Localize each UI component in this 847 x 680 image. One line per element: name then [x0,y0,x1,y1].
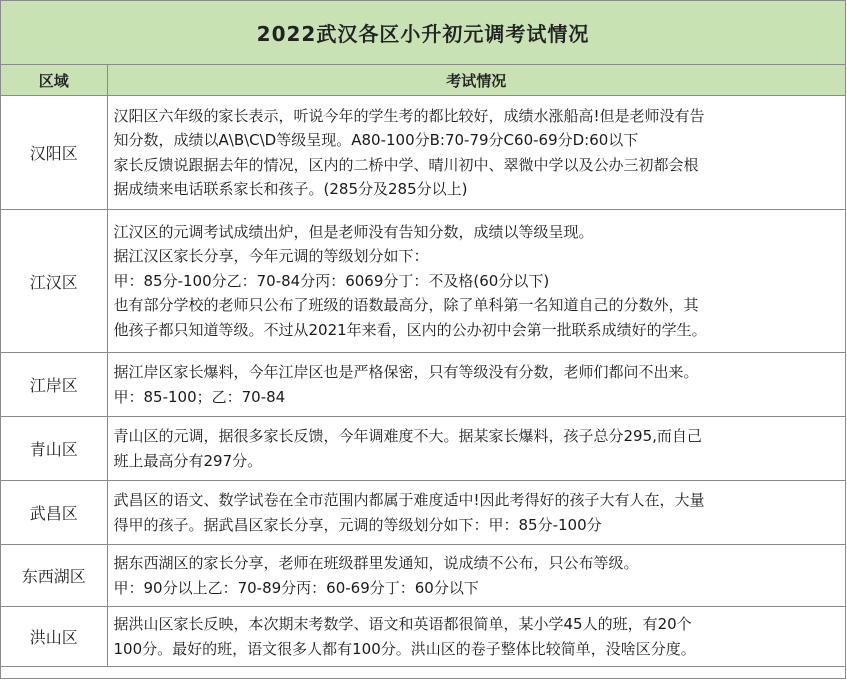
details-line: 班上最高分有297分。 [113,451,263,470]
details-line: 甲：90分以上乙：70-89分丙：60-69分丁：60分以下 [113,578,479,597]
region-cell: 汉阳区 [1,96,107,210]
details-line: 家长反馈说跟据去年的情况，区内的二桥中学、晴川初中、翠微中学以及公办三初都会根 [113,155,699,174]
table-title: 2022武汉各区小升初元调考试情况 [1,1,845,65]
details-line: 甲：85-100；乙：70-84 [113,387,286,406]
table-row [1,210,845,353]
header-details: 考试情况 [107,65,845,96]
region-cell: 江岸区 [1,353,107,417]
details-cell [107,353,845,417]
details-cell [107,481,845,545]
details-cell [107,545,845,607]
details-cell [107,210,845,353]
details-line: 据成绩来电话联系家长和孩子。(285分及285分以上) [113,180,468,198]
details-line: 青山区的元调，据很多家长反馈，今年调难度不大。据某家长爆料，孩子总分295,而自己 [113,427,702,445]
details-line: 知分数，成绩以A\B\C\D等级呈现。A80-100分B:70-79分C60-69分D:60以下 [113,131,639,149]
details-line: 武昌区的语文、数学试卷在全市范围内都属于难度适中!因此考得好的孩子大有人在，大量 [113,491,705,509]
details-line: 据洪山区家长反映，本次期末考数学、语文和英语都很简单，某小学45人的班，有20个 [113,615,692,633]
table-row [1,417,845,481]
table-row [1,353,845,417]
results-table [1,65,845,667]
region-cell: 洪山区 [1,607,107,667]
table-row [1,545,845,607]
details-line: 得甲的孩子。据武昌区家长分享，元调的等级划分如下：甲：85分-100分 [113,515,602,534]
details-cell [107,607,845,667]
region-cell: 青山区 [1,417,107,481]
details-line: 100分。最好的班，语文很多人都有100分。洪山区的卷子整体比较简单，没啥区分度。 [113,639,696,658]
details-line: 据东西湖区的家长分享，老师在班级群里发通知，说成绩不公布，只公布等级。 [113,554,639,572]
details-line: 也有部分学校的老师只公布了班级的语数最高分，除了单科第一名知道自己的分数外，其 [113,296,699,315]
details-line: 据江汉区家长分享，今年元调的等级划分如下： [113,247,429,266]
details-cell [107,417,845,481]
details-line: 据江岸区家长爆料，今年江岸区也是严格保密，只有等级没有分数，老师们都问不出来。 [113,363,699,381]
details-line: 甲：85分-100分乙：70-84分丙：6069分丁：不及格(60分以下) [113,271,550,290]
details-line: 他孩子都只知道等级。不过从2021年来看，区内的公办初中会第一批联系成绩好的学生。 [113,320,707,339]
details-line: 江汉区的元调考试成绩出炉，但是老师没有告知分数，成绩以等级呈现。 [113,222,594,241]
header-region: 区域 [1,65,107,96]
table-row [1,481,845,545]
details-line: 汉阳区六年级的家长表示，听说今年的学生考的都比较好，成绩水涨船高!但是老师没有告 [113,106,705,125]
region-cell: 东西湖区 [1,545,107,607]
table-row [1,96,845,210]
details-cell [107,96,845,210]
region-cell: 武昌区 [1,481,107,545]
region-cell: 江汉区 [1,210,107,353]
table-row [1,607,845,667]
